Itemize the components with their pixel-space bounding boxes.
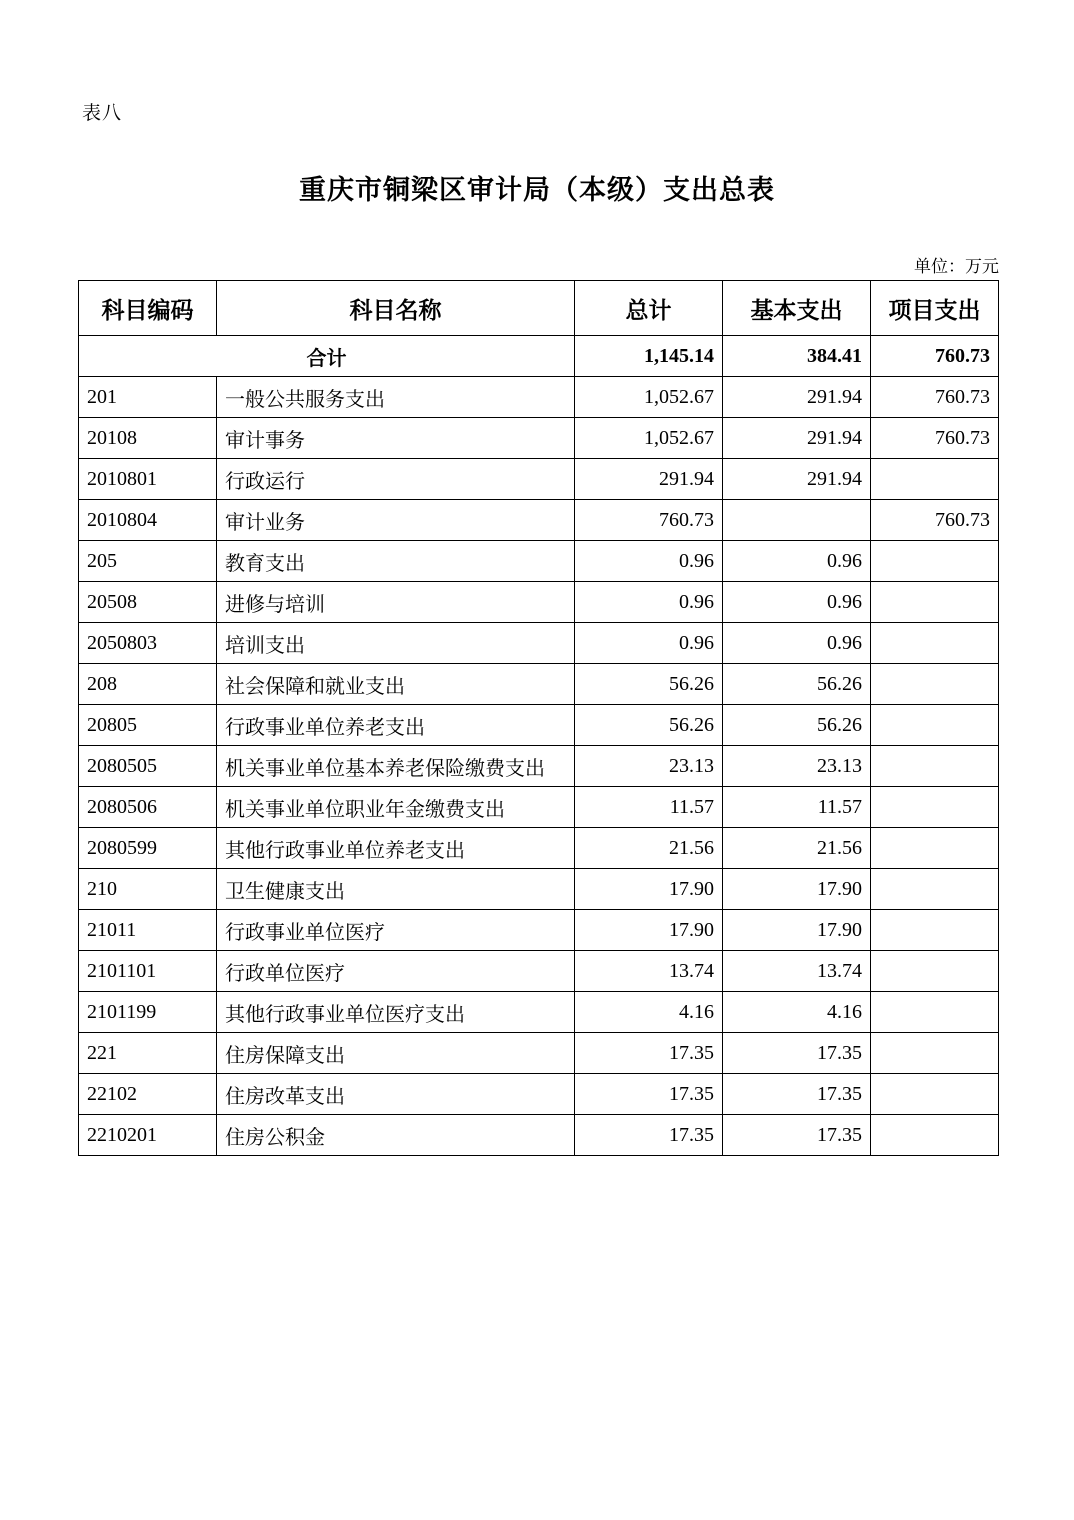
cell-project xyxy=(871,1074,999,1115)
cell-project xyxy=(871,1115,999,1156)
expenditure-table xyxy=(78,280,999,1156)
cell-name: 其他行政事业单位医疗支出 xyxy=(217,992,575,1033)
cell-name: 卫生健康支出 xyxy=(217,869,575,910)
table-body xyxy=(79,336,999,1156)
cell-name: 行政事业单位医疗 xyxy=(217,910,575,951)
table-row xyxy=(79,459,999,500)
cell-name: 住房改革支出 xyxy=(217,1074,575,1115)
cell-total: 1,052.67 xyxy=(575,418,723,459)
cell-basic: 0.96 xyxy=(723,582,871,623)
cell-code: 208 xyxy=(79,664,217,705)
cell-project xyxy=(871,1033,999,1074)
cell-name: 社会保障和就业支出 xyxy=(217,664,575,705)
table-row xyxy=(79,623,999,664)
total-basic: 384.41 xyxy=(723,336,871,377)
cell-name: 机关事业单位职业年金缴费支出 xyxy=(217,787,575,828)
cell-total: 291.94 xyxy=(575,459,723,500)
cell-name: 审计事务 xyxy=(217,418,575,459)
table-row xyxy=(79,910,999,951)
header-name: 科目名称 xyxy=(217,281,575,336)
header-basic: 基本支出 xyxy=(723,281,871,336)
cell-project: 760.73 xyxy=(871,418,999,459)
table-row xyxy=(79,541,999,582)
cell-total: 21.56 xyxy=(575,828,723,869)
table-row xyxy=(79,705,999,746)
table-row xyxy=(79,951,999,992)
cell-name: 行政事业单位养老支出 xyxy=(217,705,575,746)
cell-code: 2101101 xyxy=(79,951,217,992)
cell-basic: 11.57 xyxy=(723,787,871,828)
cell-project xyxy=(871,705,999,746)
cell-basic: 4.16 xyxy=(723,992,871,1033)
cell-total: 4.16 xyxy=(575,992,723,1033)
cell-basic: 17.35 xyxy=(723,1033,871,1074)
table-row xyxy=(79,992,999,1033)
cell-code: 210 xyxy=(79,869,217,910)
cell-project: 760.73 xyxy=(871,377,999,418)
total-total: 1,145.14 xyxy=(575,336,723,377)
cell-total: 760.73 xyxy=(575,500,723,541)
cell-name: 审计业务 xyxy=(217,500,575,541)
header-total: 总计 xyxy=(575,281,723,336)
table-row xyxy=(79,1033,999,1074)
cell-basic: 21.56 xyxy=(723,828,871,869)
sheet-label: 表八 xyxy=(82,103,123,124)
cell-project xyxy=(871,951,999,992)
cell-project xyxy=(871,787,999,828)
cell-basic: 17.90 xyxy=(723,910,871,951)
cell-project xyxy=(871,869,999,910)
cell-code: 2210201 xyxy=(79,1115,217,1156)
cell-project xyxy=(871,541,999,582)
cell-name: 其他行政事业单位养老支出 xyxy=(217,828,575,869)
header-project: 项目支出 xyxy=(871,281,999,336)
cell-project xyxy=(871,910,999,951)
table-row-total xyxy=(79,336,999,377)
total-project: 760.73 xyxy=(871,336,999,377)
cell-basic: 17.35 xyxy=(723,1115,871,1156)
table-row xyxy=(79,746,999,787)
cell-basic: 56.26 xyxy=(723,705,871,746)
cell-total: 56.26 xyxy=(575,664,723,705)
cell-project xyxy=(871,582,999,623)
cell-basic: 13.74 xyxy=(723,951,871,992)
cell-total: 0.96 xyxy=(575,541,723,582)
total-label: 合计 xyxy=(79,336,575,377)
page-title: 重庆市铜梁区审计局（本级）支出总表 xyxy=(299,175,775,205)
cell-code: 22102 xyxy=(79,1074,217,1115)
cell-code: 2101199 xyxy=(79,992,217,1033)
cell-project xyxy=(871,992,999,1033)
cell-total: 17.35 xyxy=(575,1074,723,1115)
cell-basic: 0.96 xyxy=(723,623,871,664)
table-row xyxy=(79,418,999,459)
cell-code: 2080599 xyxy=(79,828,217,869)
cell-total: 11.57 xyxy=(575,787,723,828)
cell-basic: 56.26 xyxy=(723,664,871,705)
cell-basic xyxy=(723,500,871,541)
cell-project xyxy=(871,459,999,500)
cell-code: 2010804 xyxy=(79,500,217,541)
cell-code: 21011 xyxy=(79,910,217,951)
cell-total: 13.74 xyxy=(575,951,723,992)
cell-name: 培训支出 xyxy=(217,623,575,664)
cell-project xyxy=(871,828,999,869)
cell-total: 17.35 xyxy=(575,1033,723,1074)
cell-project xyxy=(871,623,999,664)
cell-project xyxy=(871,664,999,705)
table-row xyxy=(79,787,999,828)
cell-basic: 291.94 xyxy=(723,418,871,459)
cell-code: 205 xyxy=(79,541,217,582)
cell-basic: 291.94 xyxy=(723,459,871,500)
cell-code: 2050803 xyxy=(79,623,217,664)
cell-total: 0.96 xyxy=(575,582,723,623)
table-row xyxy=(79,582,999,623)
table-row xyxy=(79,1115,999,1156)
cell-name: 进修与培训 xyxy=(217,582,575,623)
cell-code: 20805 xyxy=(79,705,217,746)
cell-basic: 17.90 xyxy=(723,869,871,910)
table-header-row xyxy=(79,281,999,336)
table-row xyxy=(79,377,999,418)
cell-basic: 23.13 xyxy=(723,746,871,787)
cell-name: 机关事业单位基本养老保险缴费支出 xyxy=(217,746,575,787)
cell-basic: 17.35 xyxy=(723,1074,871,1115)
cell-code: 221 xyxy=(79,1033,217,1074)
cell-total: 17.90 xyxy=(575,910,723,951)
table-row xyxy=(79,500,999,541)
cell-name: 一般公共服务支出 xyxy=(217,377,575,418)
cell-code: 2010801 xyxy=(79,459,217,500)
cell-total: 0.96 xyxy=(575,623,723,664)
cell-code: 201 xyxy=(79,377,217,418)
cell-name: 住房保障支出 xyxy=(217,1033,575,1074)
table-row xyxy=(79,828,999,869)
cell-code: 20508 xyxy=(79,582,217,623)
cell-name: 住房公积金 xyxy=(217,1115,575,1156)
cell-total: 23.13 xyxy=(575,746,723,787)
cell-total: 1,052.67 xyxy=(575,377,723,418)
table-row xyxy=(79,664,999,705)
cell-project xyxy=(871,746,999,787)
cell-total: 17.90 xyxy=(575,869,723,910)
cell-name: 行政运行 xyxy=(217,459,575,500)
cell-total: 56.26 xyxy=(575,705,723,746)
cell-name: 教育支出 xyxy=(217,541,575,582)
unit-note: 单位：万元 xyxy=(914,257,999,276)
cell-total: 17.35 xyxy=(575,1115,723,1156)
header-code: 科目编码 xyxy=(79,281,217,336)
table-row xyxy=(79,869,999,910)
cell-name: 行政单位医疗 xyxy=(217,951,575,992)
cell-code: 2080505 xyxy=(79,746,217,787)
cell-code: 20108 xyxy=(79,418,217,459)
cell-basic: 0.96 xyxy=(723,541,871,582)
cell-project: 760.73 xyxy=(871,500,999,541)
table-row xyxy=(79,1074,999,1115)
cell-basic: 291.94 xyxy=(723,377,871,418)
cell-code: 2080506 xyxy=(79,787,217,828)
